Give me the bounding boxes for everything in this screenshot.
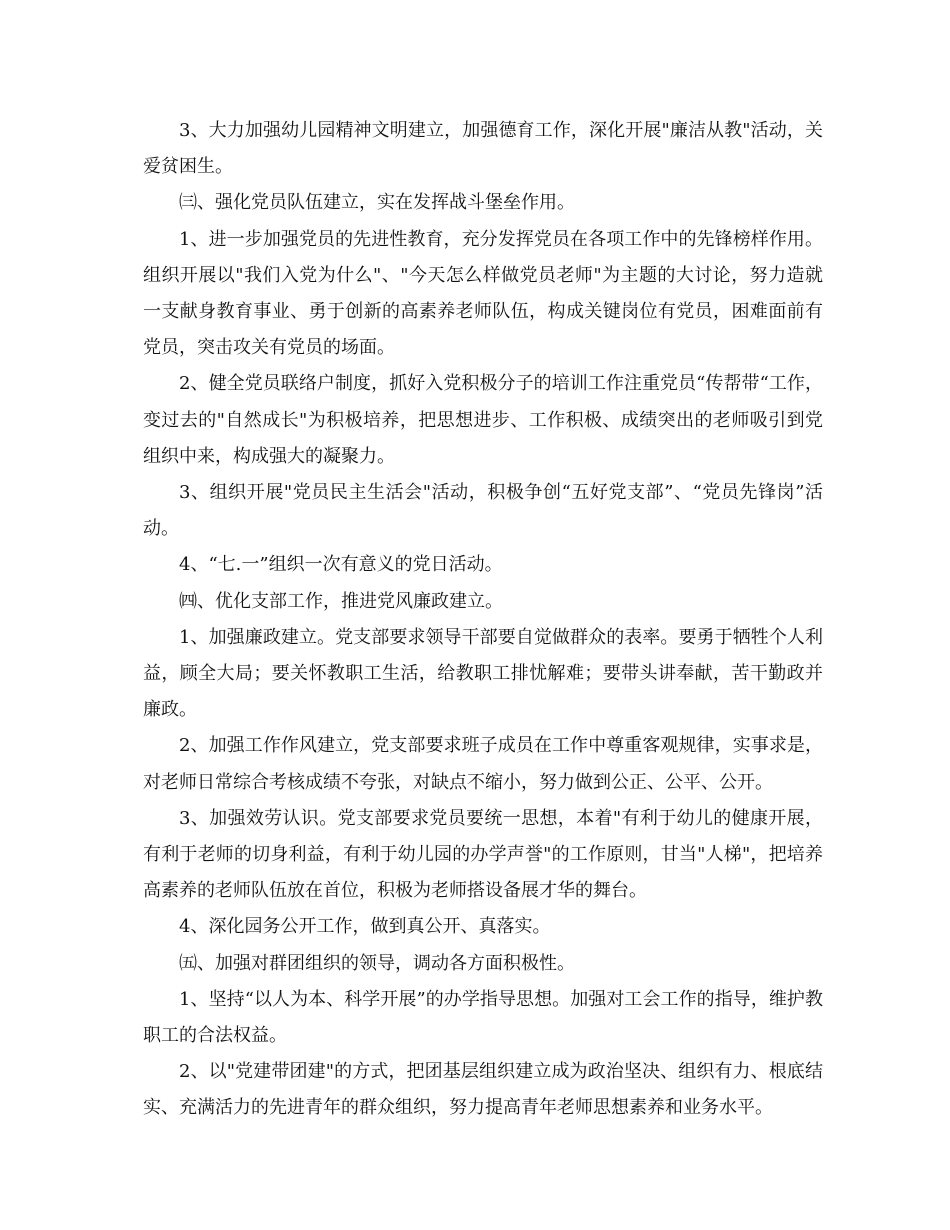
paragraph-democratic-life: 3、组织开展"党员民主生活会"活动，积极争创“五好党支部”、“党员先锋岗”活动。	[143, 482, 823, 540]
paragraph-advanced-education: 1、进一步加强党员的先进性教育，充分发挥党员在各项工作中的先锋榜样作用。组织开展以"我们入党为什么"、"今天怎么样做党员老师"为主题的大讨论，努力造就一支献身教育事业、勇于创新的高素养老师队伍，构成关键岗位有党员，困难面前有党员，突击攻关有党员的场面。	[143, 228, 823, 359]
paragraph-clean-government: 1、加强廉政建立。党支部要求领导干部要自觉做群众的表率。要勇于牺牲个人利益，顾全大局；要关怀教职工生活，给教职工排忧解难；要带头讲奉献，苦干勤政并廉政。	[143, 626, 823, 721]
paragraph-party-day: 4、“七.一”组织一次有意义的党日活动。	[179, 554, 503, 576]
heading-section-3: ㈢、强化党员队伍建立，实在发挥战斗堡垒作用。	[179, 192, 575, 214]
paragraph-work-style: 2、加强工作作风建立，党支部要求班子成员在工作中尊重客观规律，实事求是，对老师日常综合考核成绩不夸张，对缺点不缩小，努力做到公正、公平、公开。	[143, 735, 823, 793]
paragraph-moral-education: 3、大力加强幼儿园精神文明建立，加强德育工作，深化开展"廉洁从教"活动，关爱贫困生。	[143, 120, 823, 178]
paragraph-liaison-system: 2、健全党员联络户制度，抓好入党积极分子的培训工作注重党员“传帮带“工作，变过去的"自然成长"为积极培养，把思想进步、工作积极、成绩突出的老师吸引到党组织中来，构成强大的凝聚力。	[143, 373, 823, 467]
heading-section-4: ㈣、优化支部工作，推进党风廉政建立。	[179, 590, 503, 612]
paragraph-union-guidance: 1、坚持“以人为本、科学开展”的办学指导思想。加强对工会工作的指导，维护教职工的合法权益。	[143, 988, 823, 1047]
heading-section-5: ㈤、加强对群团组织的领导，调动各方面积极性。	[179, 952, 575, 974]
paragraph-affairs-openness: 4、深化园务公开工作，做到真公开、真落实。	[179, 916, 551, 938]
document-body	[143, 113, 823, 1127]
paragraph-youth-league: 2、以"党建带团建"的方式，把团基层组织建立成为政治坚决、组织有力、根底结实、充满活力的先进青年的群众组织，努力提高青年老师思想素养和业务水平。	[143, 1061, 823, 1119]
paragraph-service-awareness: 3、加强效劳认识。党支部要求党员要统一思想，本着"有利于幼儿的健康开展，有利于老师的切身利益，有利于幼儿园的办学声誉"的工作原则，甘当"人梯"，把培养高素养的老师队伍放在首位，积极为老师搭设备展才华的舞台。	[143, 807, 823, 902]
